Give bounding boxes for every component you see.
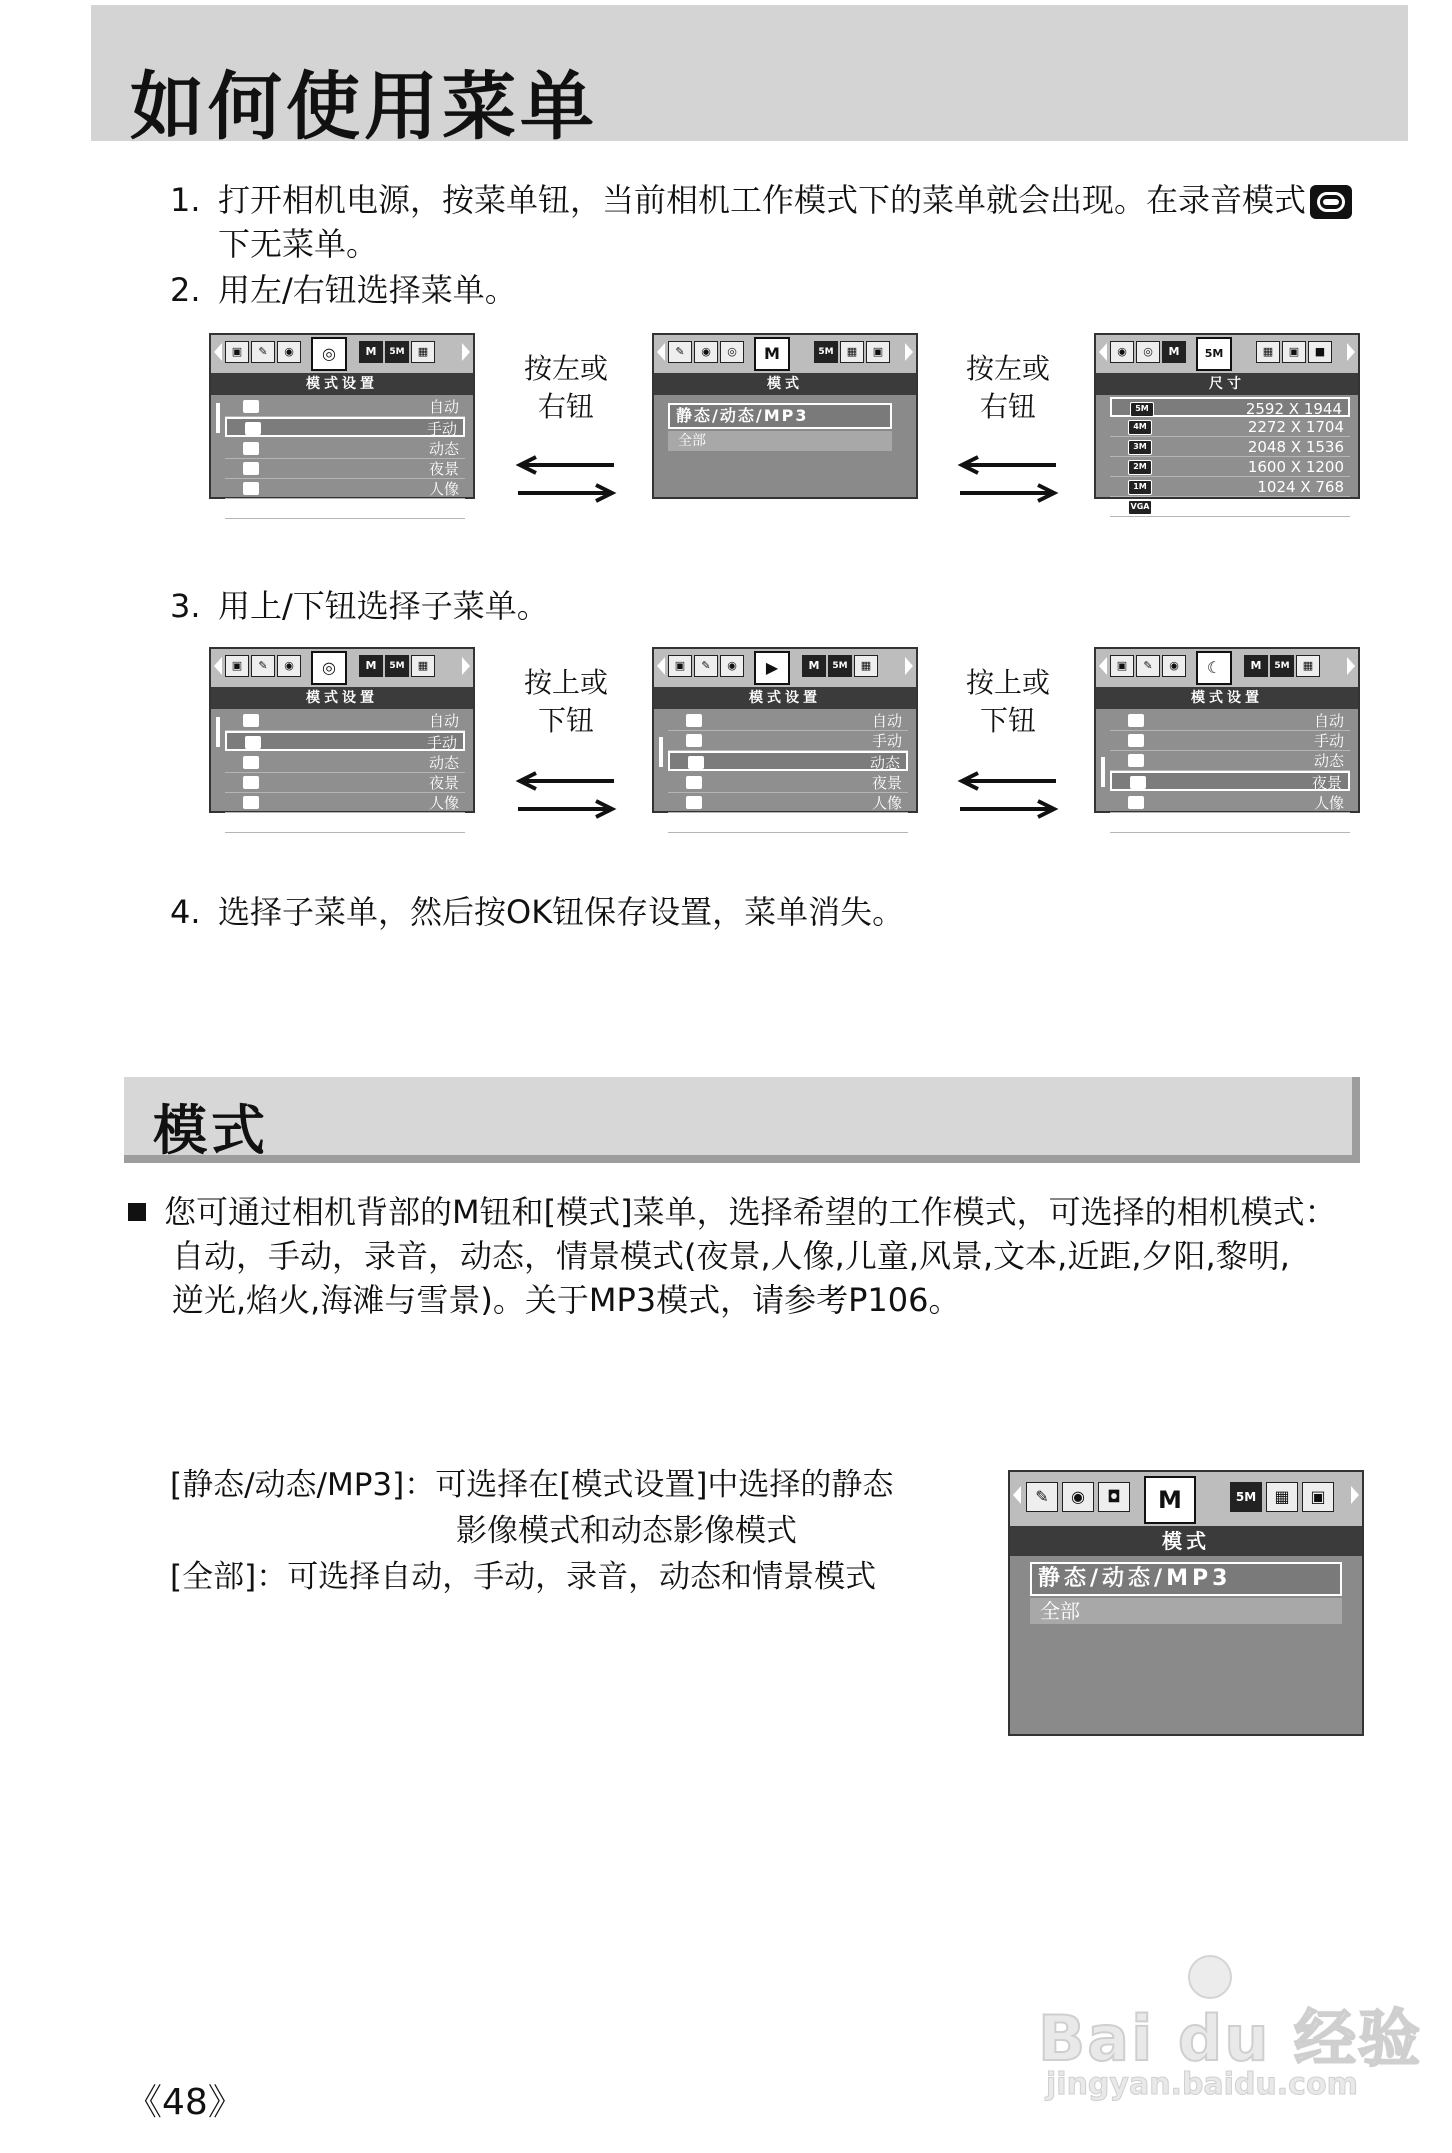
menu-label: 模式: [654, 373, 916, 395]
step-4: [170, 890, 904, 934]
left-right-arrows-icon: [956, 456, 1060, 502]
playback-tab-icon: ▣: [668, 655, 692, 677]
desc-static-movie-mp3: [静态/动态/MP3]：可选择在[模式设置]中选择的静态: [170, 1467, 894, 1503]
watermark-url: jingyan.baidu.com: [1046, 2067, 1358, 2102]
lcd-size-menu: [1094, 333, 1360, 516]
up-down-arrows-icon: [514, 772, 618, 818]
menu-row-selected: 动态: [668, 751, 908, 771]
pencil-tab-icon: ✎: [668, 341, 692, 363]
quality-tab-icon: ▦: [840, 341, 864, 363]
menu-row: 夜景: [225, 459, 465, 479]
manual-icon: [245, 422, 261, 435]
lcd-scene-menu-night: [1094, 647, 1360, 832]
tab-left-arrow-icon: [657, 657, 665, 675]
step-2-number: 2.: [170, 271, 201, 309]
step-1-number: 1.: [170, 181, 201, 219]
playback-tab-icon: ▣: [225, 655, 249, 677]
tab-mode: M: [1244, 655, 1268, 677]
menu-row: 儿童: [1110, 813, 1350, 833]
menu-row: 人像: [1110, 793, 1350, 813]
auto-icon: [1128, 714, 1144, 727]
step-4-text: 选择子菜单，然后按OK钮保存设置，菜单消失。: [218, 893, 905, 931]
mode-all: 全部: [1030, 1598, 1342, 1624]
drive-tab-icon: ■: [1308, 341, 1332, 363]
tab-size: 5M: [814, 341, 838, 363]
menu-row: 动态: [225, 753, 465, 773]
tab-right-arrow-icon: [1347, 657, 1355, 675]
up-down-arrows-icon: [956, 772, 1060, 818]
scene-tab-icon: ◎: [720, 341, 744, 363]
children-icon: [243, 502, 259, 515]
tab-size: 5M: [1230, 1482, 1262, 1512]
menu-label: 模式设置: [1096, 687, 1358, 709]
quality-tab-icon: ▦: [411, 341, 435, 363]
pencil-tab-icon: ✎: [251, 655, 275, 677]
movie-icon: [243, 442, 259, 455]
section-title: 模式: [153, 1099, 269, 1162]
scene-tab-icon: ◎: [311, 651, 347, 685]
quality-tab-icon: ▦: [1296, 655, 1320, 677]
watermark-brand: Bai du 经验: [1038, 2002, 1423, 2075]
manual-icon: [686, 734, 702, 747]
tab-mode: M: [1162, 341, 1186, 363]
children-icon: [686, 816, 702, 829]
voice-memo-tab-icon: ◉: [277, 341, 301, 363]
menu-row: 人像: [668, 793, 908, 813]
auto-icon: [243, 714, 259, 727]
tab-size: 5M: [828, 655, 852, 677]
movie-icon: [243, 756, 259, 769]
menu-row: 自动: [1110, 711, 1350, 731]
bullet-square-icon: [128, 1203, 146, 1221]
tab-left-arrow-icon: [1099, 343, 1107, 361]
quality-tab-icon: ▦: [411, 655, 435, 677]
movie-icon: [1128, 754, 1144, 767]
baidu-watermark: [1038, 1955, 1423, 2105]
menu-row: 手动: [668, 731, 908, 751]
menu-label: 尺寸: [1096, 373, 1358, 395]
step-3: [170, 584, 549, 628]
mode-static-movie-mp3: 静态/动态/MP3: [1030, 1562, 1342, 1596]
mode-all: 全部: [668, 431, 892, 451]
press-left-right-label-1: 按左或 右钮: [523, 352, 608, 423]
pencil-tab-icon: ✎: [694, 655, 718, 677]
menu-label: 模式设置: [211, 687, 473, 709]
quality-tab-icon: ▦: [1266, 1482, 1298, 1512]
desc-static-movie-mp3-cont: 影像模式和动态影像模式: [456, 1513, 797, 1549]
tab-left-arrow-icon: [214, 343, 222, 361]
night-tab-icon: ☾: [1196, 651, 1232, 685]
menu-row: 人像: [225, 479, 465, 499]
scene-tab-icon: ◎: [311, 337, 347, 371]
tab-right-arrow-icon: [1347, 343, 1355, 361]
voice-memo-tab-icon: ◉: [1162, 655, 1186, 677]
night-icon: [1130, 776, 1146, 789]
desc-all: [全部]：可选择自动，手动，录音，动态和情景模式: [170, 1559, 877, 1595]
scrollbar: [216, 717, 220, 747]
menu-row: 手动: [1110, 731, 1350, 751]
scrollbar: [216, 403, 220, 433]
scrollbar: [659, 737, 663, 767]
tab-size: 5M: [385, 341, 409, 363]
quality-tab-icon: ▦: [1256, 341, 1280, 363]
menu-row: 人像: [225, 793, 465, 813]
voice-memo-tab-icon: ◉: [694, 341, 718, 363]
portrait-icon: [243, 482, 259, 495]
pencil-tab-icon: ✎: [1026, 1482, 1058, 1512]
lcd-mode-menu-large: [1008, 1470, 1364, 1736]
children-icon: [243, 816, 259, 829]
step-2: [170, 268, 517, 312]
voice-memo-tab-icon: ◉: [1062, 1482, 1094, 1512]
menu-label: 模式: [1010, 1526, 1362, 1556]
menu-row-selected: 手动: [225, 417, 465, 437]
metering-tab-icon: ▣: [1282, 341, 1306, 363]
tab-right-arrow-icon: [462, 343, 470, 361]
lcd-scene-menu-1: [209, 333, 475, 518]
menu-row: 儿童: [225, 813, 465, 833]
step-1-continued: 下无菜单。: [218, 225, 379, 263]
portrait-icon: [1128, 796, 1144, 809]
manual-icon: [245, 736, 261, 749]
section-bar: [124, 1077, 1360, 1163]
voice-memo-tab-icon: ◉: [277, 655, 301, 677]
tab-mode: M: [359, 655, 383, 677]
manual-icon: [1128, 734, 1144, 747]
menu-row: 自动: [668, 711, 908, 731]
size-row: 1M 1024 X 768: [1110, 477, 1350, 497]
step-1: [170, 178, 1352, 222]
menu-row: 动态: [1110, 751, 1350, 771]
tab-right-arrow-icon: [1351, 1486, 1359, 1504]
lcd-scene-menu-manual: [209, 647, 475, 832]
tab-mode-selected: M: [1144, 1476, 1196, 1524]
tab-mode: M: [802, 655, 826, 677]
menu-tabs: [1096, 335, 1358, 373]
size-row: 3M 2048 X 1536: [1110, 437, 1350, 457]
menu-row: 儿童: [668, 813, 908, 833]
mode-static-movie-mp3: 静态/动态/MP3: [668, 403, 892, 429]
pencil-tab-icon: ✎: [1136, 655, 1160, 677]
menu-row: 夜景: [668, 773, 908, 793]
menu-label: 模式设置: [654, 687, 916, 709]
tab-left-arrow-icon: [657, 343, 665, 361]
portrait-icon: [243, 796, 259, 809]
press-up-down-label-2: 按上或 下钮: [965, 666, 1050, 737]
metering-tab-icon: ▣: [1302, 1482, 1334, 1512]
portrait-icon: [686, 796, 702, 809]
scrollbar: [1101, 757, 1105, 787]
voice-memo-tab-icon: ◉: [720, 655, 744, 677]
auto-icon: [686, 714, 702, 727]
night-icon: [686, 776, 702, 789]
lcd-scene-menu-movie: [652, 647, 918, 832]
step-1-text: 打开相机电源，按菜单钮，当前相机工作模式下的菜单就会出现。在录音模式: [218, 181, 1307, 219]
tab-mode: M: [359, 341, 383, 363]
menu-row-selected: 夜景: [1110, 771, 1350, 791]
tab-size: 5M: [1270, 655, 1294, 677]
tab-right-arrow-icon: [905, 343, 913, 361]
quality-tab-icon: ▦: [854, 655, 878, 677]
size-row: VGA 640 X 480: [1110, 497, 1350, 517]
movie-tab-icon: ▶: [754, 651, 790, 685]
metering-tab-icon: ▣: [866, 341, 890, 363]
menu-row-selected: 手动: [225, 731, 465, 751]
tab-right-arrow-icon: [462, 657, 470, 675]
playback-tab-icon: ▣: [1110, 655, 1134, 677]
mode-description: 您可通过相机背部的M钮和[模式]菜单，选择希望的工作模式，可选择的相机模式： 自动，手动，录音，动态，情景模式(夜景,人像,儿童,风景,文本,近距,夕阳,黎明, 逆光,焰火,海滩与雪景)。关于MP3模式，请参考P106。: [128, 1190, 1358, 1322]
menu-row: 夜景: [225, 773, 465, 793]
menu-row: 动态: [225, 439, 465, 459]
tab-size-selected: 5M: [1196, 337, 1232, 371]
voice-recording-icon: [1310, 185, 1352, 219]
menu-row: 自动: [225, 711, 465, 731]
scene-tab-icon: ◎: [1136, 341, 1160, 363]
menu-row: 儿童: [225, 499, 465, 519]
children-icon: [1128, 816, 1144, 829]
night-icon: [243, 776, 259, 789]
menu-tabs: [654, 335, 916, 373]
size-row: 2M 1600 X 1200: [1110, 457, 1350, 477]
step-3-number: 3.: [170, 587, 201, 625]
tab-left-arrow-icon: [214, 657, 222, 675]
step-3-text: 用上/下钮选择子菜单。: [218, 587, 549, 625]
menu-label: 模式设置: [211, 373, 473, 395]
tab-size: 5M: [385, 655, 409, 677]
menu-tabs: [211, 335, 473, 373]
left-right-arrows-icon: [514, 456, 618, 502]
size-row-selected: 5M 2592 X 1944: [1110, 397, 1350, 417]
size-row: 4M 2272 X 1704: [1110, 417, 1350, 437]
voice-memo-tab-icon: ◉: [1110, 341, 1134, 363]
page-number: 《48》: [126, 2082, 244, 2123]
page-title: 如何使用菜单: [130, 64, 598, 150]
lcd-mode-menu-1: [652, 333, 918, 499]
pencil-tab-icon: ✎: [251, 341, 275, 363]
press-up-down-label-1: 按上或 下钮: [523, 666, 608, 737]
playback-tab-icon: ▣: [225, 341, 249, 363]
menu-row: 自动: [225, 397, 465, 417]
step-2-text: 用左/右钮选择菜单。: [218, 271, 517, 309]
press-left-right-label-2: 按左或 右钮: [965, 352, 1050, 423]
tab-left-arrow-icon: [1013, 1486, 1021, 1504]
camera-tab-icon: ◘: [1098, 1482, 1130, 1512]
tab-right-arrow-icon: [905, 657, 913, 675]
step-4-number: 4.: [170, 893, 201, 931]
movie-icon: [688, 756, 704, 769]
night-icon: [243, 462, 259, 475]
auto-icon: [243, 400, 259, 413]
tab-left-arrow-icon: [1099, 657, 1107, 675]
tab-mode-selected: M: [754, 337, 790, 371]
